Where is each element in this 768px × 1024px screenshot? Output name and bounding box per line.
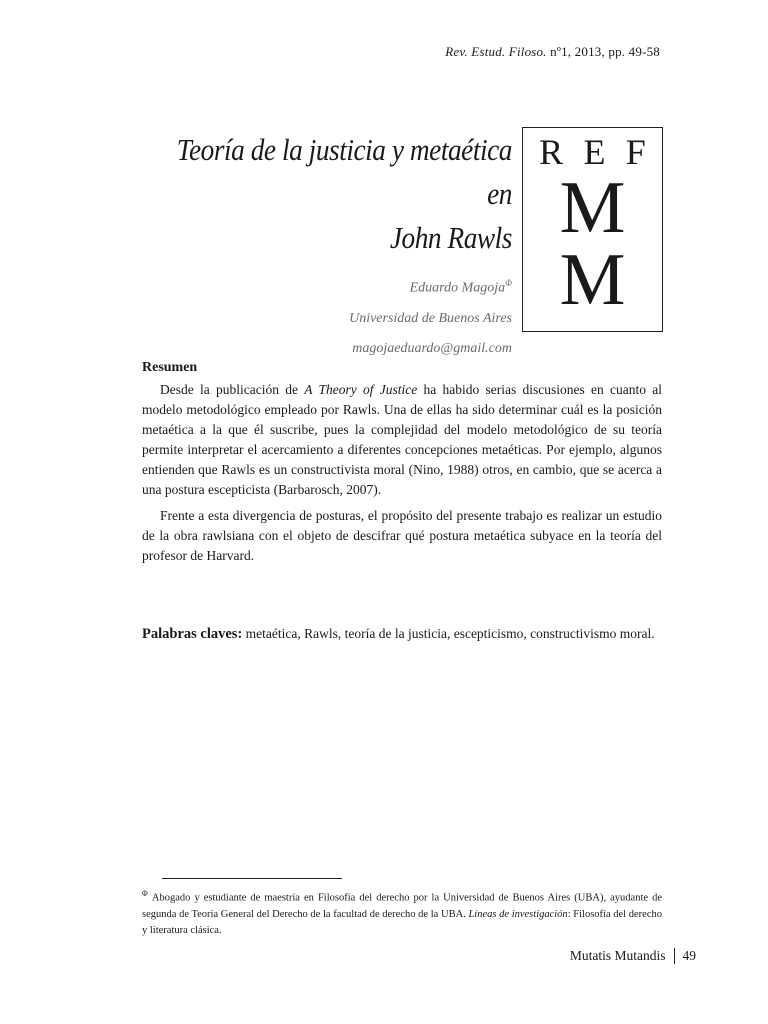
book-title: A Theory of Justice [304, 382, 418, 397]
footnote [142, 886, 662, 939]
article-title [167, 128, 512, 260]
title-block [120, 128, 512, 357]
journal-abbrev: Rev. Estud. Filoso. [445, 44, 547, 59]
logo-ref-row [523, 132, 662, 172]
logo-letter-m-1: M [559, 167, 626, 249]
refmm-logo [522, 127, 663, 332]
footer-separator [674, 948, 675, 964]
keywords-list: metaética, Rawls, teoría de la justicia, escepticismo, constructivismo moral. [242, 626, 655, 641]
abstract-paragraph-1 [142, 380, 662, 500]
abstract-p1-rest: ha habido serias discusiones en cuanto al modelo metodológico empleado por Rawls. Una de ellas ha sido determinar cuál es la posición metaética a la que él suscribe, pues la complejidad del modelo metodológico de su teoría permite interpretar el acercamiento a diferentes concepciones metaéticas. Por ejemplo, algunos entienden que Rawls es un constructivista moral (Nino, 1988) otros, en cambio, que se acerca a una postura escepticista (Barbarosch, 2007). [142, 382, 662, 497]
logo-letter-f: F [625, 132, 646, 172]
keywords-label: Palabras claves: [142, 626, 243, 642]
title-line-2: John Rawls [389, 220, 512, 255]
author-footnote-mark: Φ [505, 278, 512, 288]
abstract-p1-start: Desde la publicación de [160, 382, 305, 397]
keywords-section [142, 620, 662, 648]
footnote-mark: Φ [142, 889, 148, 898]
author-email: magojaeduardo@gmail.com [352, 340, 512, 356]
logo-letter-m-2: M [559, 239, 626, 321]
footer-journal-name: Mutatis Mutandis [569, 948, 666, 963]
logo-letter-e: E [583, 132, 606, 172]
footnote-divider [162, 878, 342, 879]
footnote-research-label: Líneas de investigación [468, 908, 568, 920]
abstract-heading: Resumen [142, 360, 198, 375]
logo-letter-r: R [539, 132, 564, 172]
author-name [120, 278, 512, 297]
footnote-text: Abogado y estudiante de maestría en Filosofía del derecho por la Universidad de Buenos Aires (UBA), ayudante de segunda de Teoría General del Derecho de la facultad de derecho de la UBA. [142, 892, 662, 920]
issue-pages: nº1, 2013, pp. 49-58 [546, 44, 660, 59]
abstract-paragraph-2: Frente a esta divergencia de posturas, el propósito del presente trabajo es realizar un estudio de la obra rawlsiana con el objeto de descifrar qué postura metaética subyace en la teoría del profesor de Harvard. [142, 508, 662, 563]
abstract-section [142, 358, 662, 572]
author-text: Eduardo Magoja [409, 280, 506, 296]
title-line-1: Teoría de la justicia y metaética en [176, 132, 512, 211]
author-affiliation: Universidad de Buenos Aires [349, 310, 512, 326]
journal-citation [445, 44, 660, 60]
footnote-research-lines: : Filosofía del derecho y literatura clásica. [142, 908, 662, 936]
page-number: 49 [682, 948, 696, 963]
page-footer [570, 948, 696, 964]
